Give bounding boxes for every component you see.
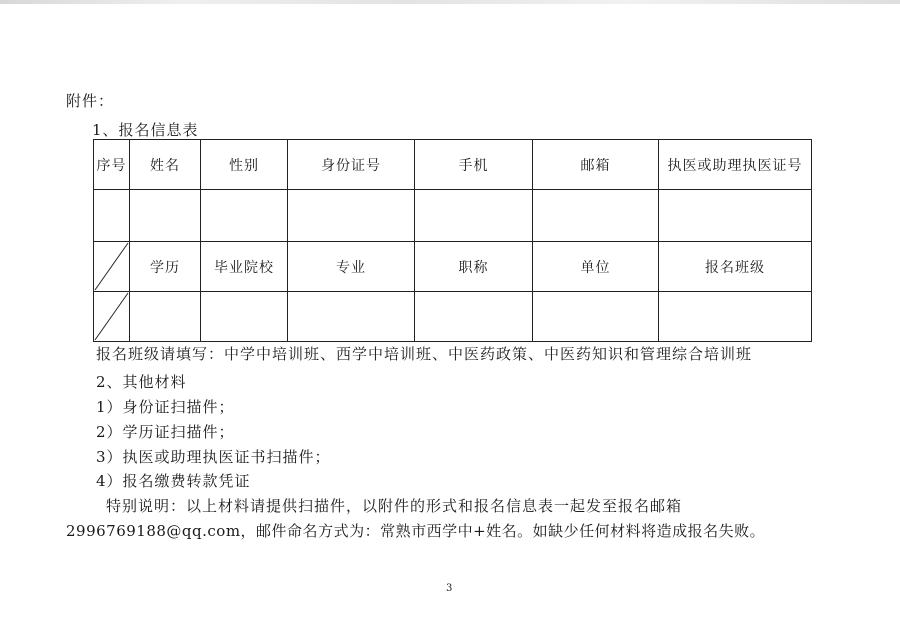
table-cell — [201, 190, 288, 242]
table-cell — [659, 190, 812, 242]
diagonal-cell — [94, 292, 130, 342]
header-cell-email: 邮箱 — [533, 140, 659, 190]
header-cell-name: 姓名 — [130, 140, 201, 190]
diagonal-cell — [94, 242, 130, 292]
header-cell-major: 专业 — [288, 242, 415, 292]
header-cell-title: 职称 — [415, 242, 533, 292]
material-item: 3）执医或助理执医证书扫描件； — [96, 448, 331, 466]
diagonal-line — [94, 242, 129, 291]
material-item: 2）学历证扫描件； — [96, 423, 235, 441]
table-cell — [288, 190, 415, 242]
attachment-label: 附件： — [66, 92, 115, 110]
table-cell — [533, 292, 659, 342]
table-cell — [201, 292, 288, 342]
header-cell-employer: 单位 — [533, 242, 659, 292]
table-row-blank-2 — [94, 292, 812, 342]
section2-title: 2、其他材料 — [96, 373, 187, 391]
material-item: 1）身份证扫描件； — [96, 398, 235, 416]
table-cell — [415, 190, 533, 242]
table-row-blank-1 — [94, 190, 812, 242]
header-cell-id-number: 身份证号 — [288, 140, 415, 190]
diagonal-line — [94, 292, 129, 341]
table-cell — [130, 190, 201, 242]
registration-table — [93, 139, 811, 341]
header-cell-school: 毕业院校 — [201, 242, 288, 292]
section1-title: 1、报名信息表 — [92, 121, 199, 139]
header-cell-license-number: 执医或助理执医证号 — [659, 140, 812, 190]
page-number: 3 — [446, 583, 453, 594]
special-note-line-2: 2996769188@qq.com，邮件命名方式为：常熟市西学中+姓名。如缺少任何材料将造成报名失败。 — [66, 522, 766, 540]
class-fill-note: 报名班级请填写：中学中培训班、西学中培训班、中医药政策、中医药知识和管理综合培训班 — [96, 345, 753, 363]
header-cell-serial: 序号 — [94, 140, 130, 190]
table-cell — [94, 190, 130, 242]
table-header-row-1 — [94, 140, 812, 190]
scan-edge — [0, 0, 900, 4]
table-cell — [288, 292, 415, 342]
special-note-line-1: 特别说明：以上材料请提供扫描件，以附件的形式和报名信息表一起发至报名邮箱 — [106, 497, 683, 515]
table-cell — [659, 292, 812, 342]
header-cell-class: 报名班级 — [659, 242, 812, 292]
table-cell — [415, 292, 533, 342]
material-item: 4）报名缴费转款凭证 — [96, 472, 251, 490]
header-cell-phone: 手机 — [415, 140, 533, 190]
table-header-row-2 — [94, 242, 812, 292]
table-cell — [533, 190, 659, 242]
header-cell-gender: 性别 — [201, 140, 288, 190]
header-cell-education: 学历 — [130, 242, 201, 292]
table-cell — [130, 292, 201, 342]
